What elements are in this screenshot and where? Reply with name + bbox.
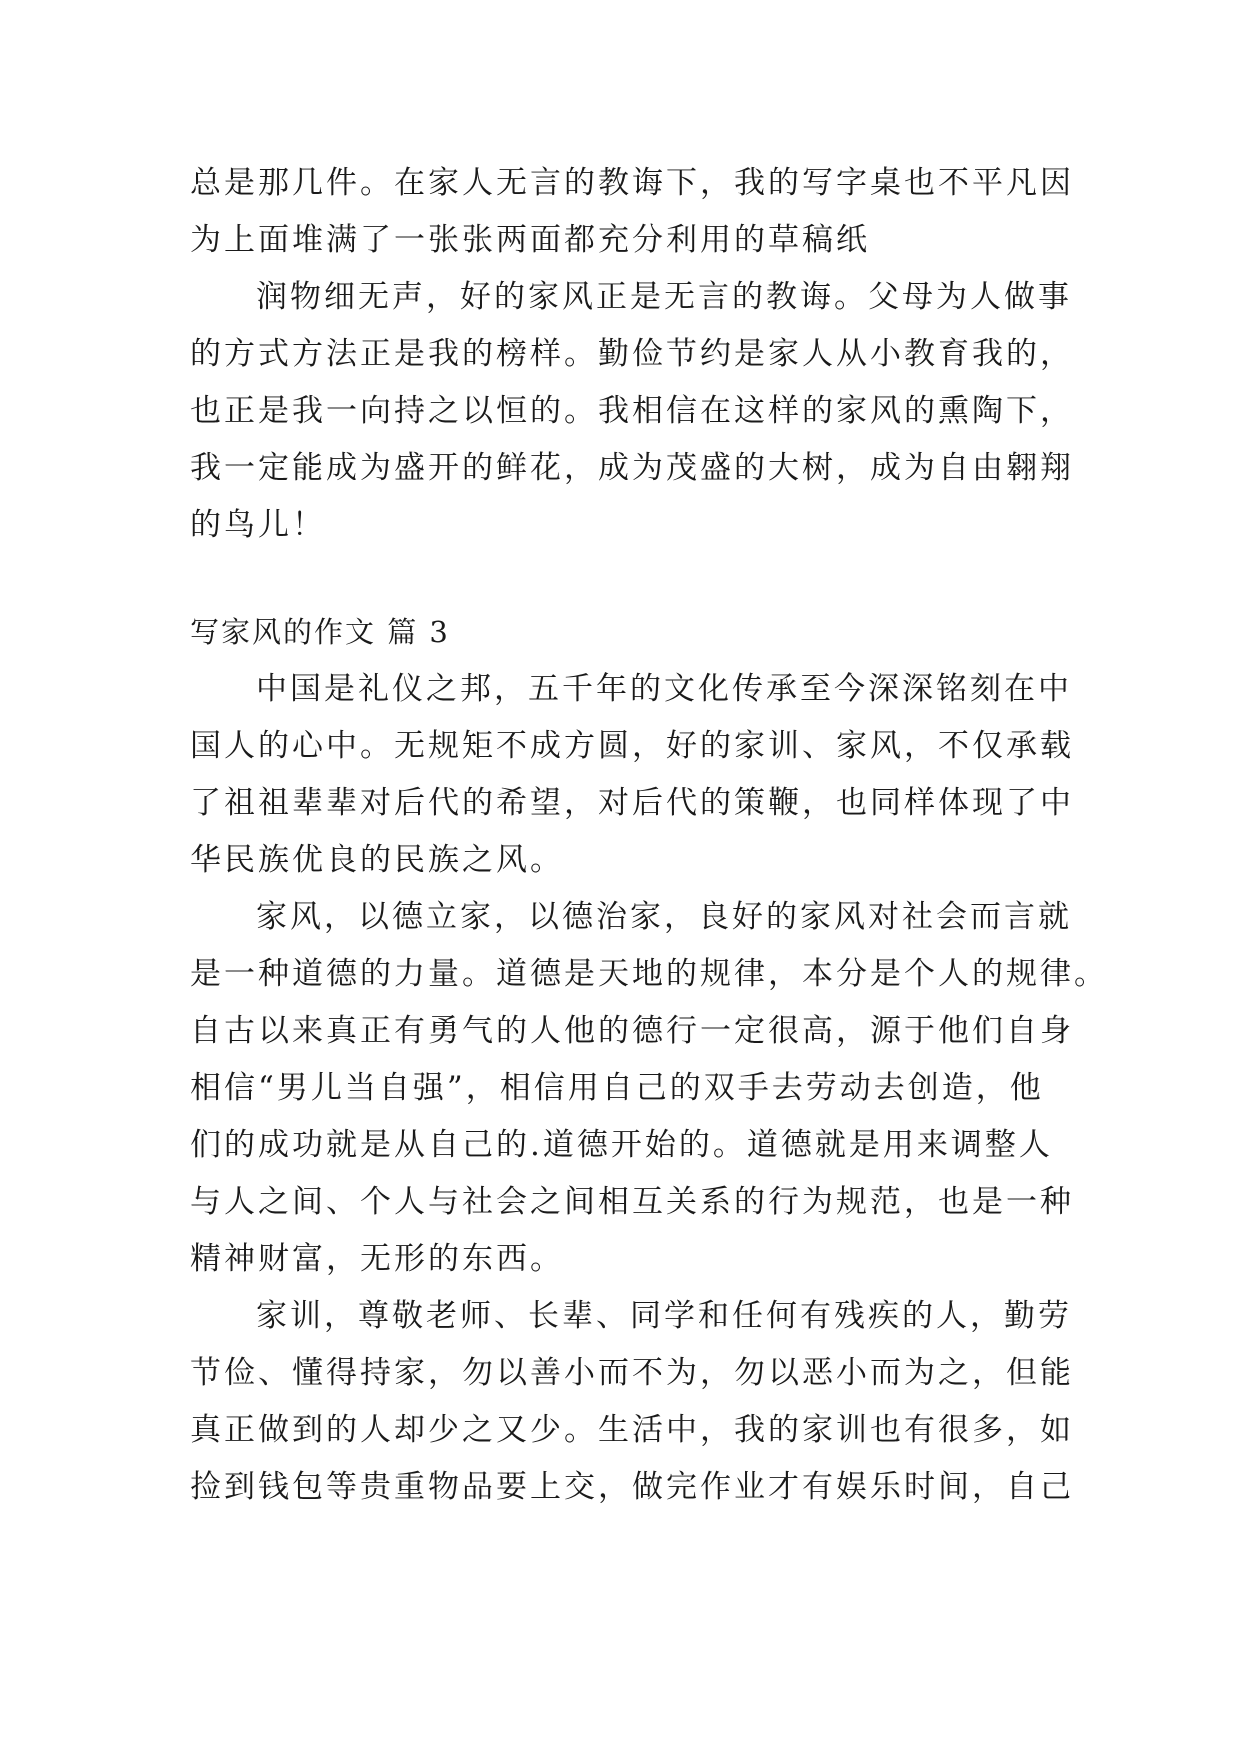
text-line: 家风，以德立家，以德治家，良好的家风对社会而言就: [256, 899, 1072, 935]
paragraph: [190, 889, 1108, 1288]
text-line: 为上面堆满了一张张两面都充分利用的草稿纸: [190, 222, 870, 258]
text-line: 相信“男儿当自强”，相信用自己的双手去劳动去创造，他: [190, 1070, 1044, 1106]
text-line: 捡到钱包等贵重物品要上交，做完作业才有娱乐时间，自己: [190, 1469, 1074, 1505]
text-line: 中国是礼仪之邦，五千年的文化传承至今深深铭刻在中: [256, 671, 1072, 707]
text-line: 精神财富，无形的东西。: [190, 1241, 564, 1277]
section-heading: 写家风的作文 篇 3: [190, 615, 450, 649]
paragraph: [190, 1288, 1074, 1516]
text-line: 自古以来真正有勇气的人他的德行一定很高，源于他们自身: [190, 1013, 1074, 1049]
text-line: 华民族优良的民族之风。: [190, 842, 564, 878]
text-line: 的鸟儿！: [190, 507, 326, 543]
text-line: 国人的心中。无规矩不成方圆，好的家训、家风，不仅承载: [190, 728, 1074, 764]
text-line: 我一定能成为盛开的鲜花，成为茂盛的大树，成为自由翱翔: [190, 450, 1074, 486]
text-line: 的方式方法正是我的榜样。勤俭节约是家人从小教育我的，: [190, 336, 1074, 372]
text-line: 总是那几件。在家人无言的教诲下，我的写字桌也不平凡因: [190, 165, 1074, 201]
text-line: 节俭、懂得持家，勿以善小而不为，勿以恶小而为之，但能: [190, 1355, 1074, 1391]
section-spacer: [190, 554, 1060, 604]
paragraph-continuation: [190, 155, 1074, 269]
document-body: [190, 155, 1108, 1516]
text-line: 们的成功就是从自己的.道德开始的。道德就是用来调整人: [190, 1127, 1053, 1163]
text-line: 润物细无声，好的家风正是无言的教诲。父母为人做事: [256, 279, 1072, 315]
text-line: 真正做到的人却少之又少。生活中，我的家训也有很多，如: [190, 1412, 1074, 1448]
text-line: 家训，尊敬老师、长辈、同学和任何有残疾的人，勤劳: [256, 1298, 1072, 1334]
text-line: 也正是我一向持之以恒的。我相信在这样的家风的熏陶下，: [190, 393, 1074, 429]
paragraph: [190, 661, 1074, 889]
paragraph: [190, 269, 1074, 554]
text-line: 与人之间、个人与社会之间相互关系的行为规范，也是一种: [190, 1184, 1074, 1220]
text-line: 了祖祖辈辈对后代的希望，对后代的策鞭，也同样体现了中: [190, 785, 1074, 821]
text-line: 是一种道德的力量。道德是天地的规律，本分是个人的规律。: [190, 956, 1108, 992]
